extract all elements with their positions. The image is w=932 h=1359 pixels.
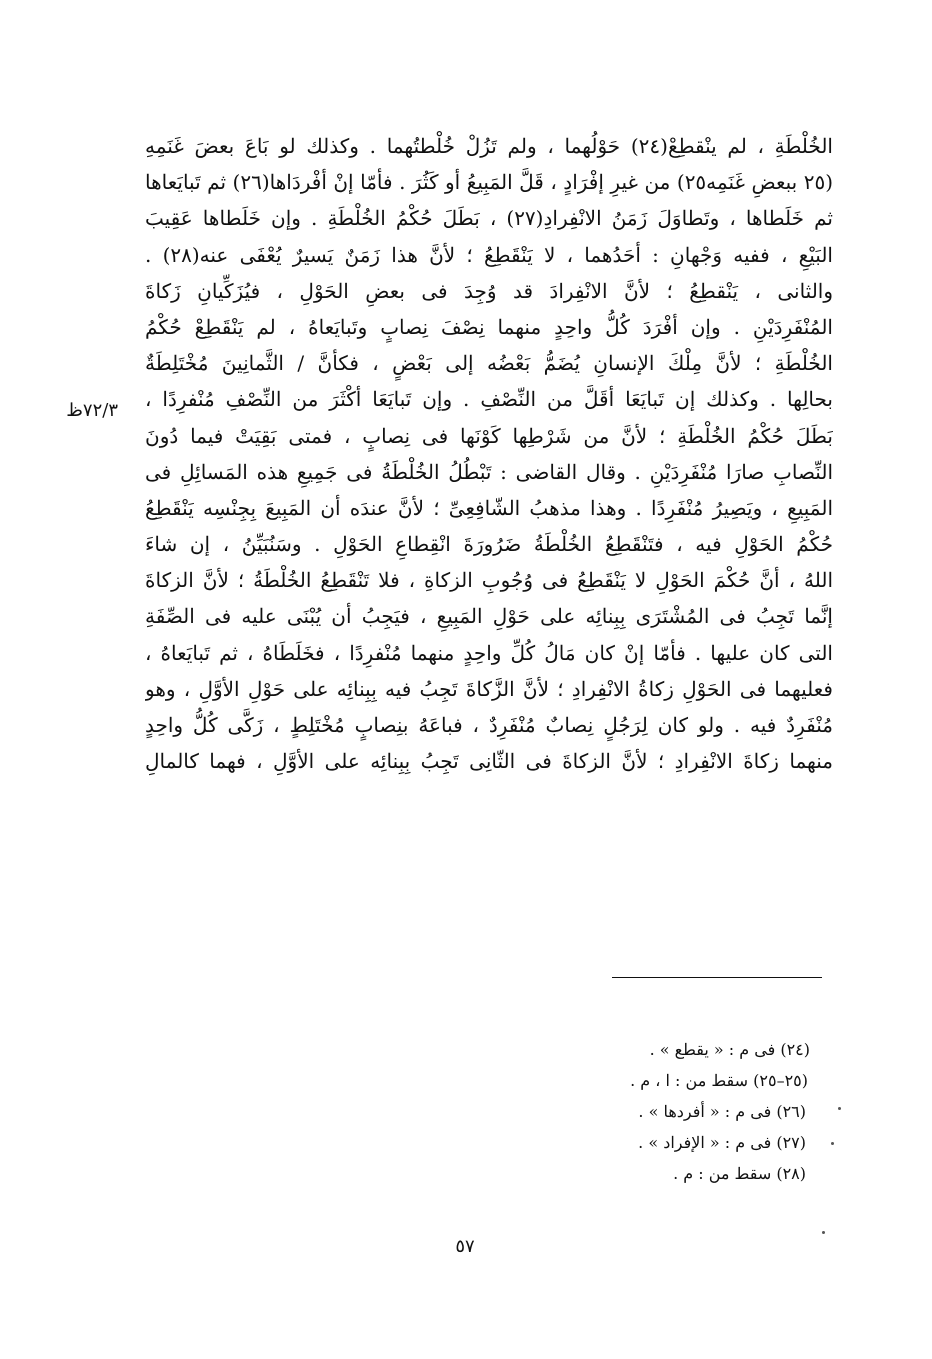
- text-line: البَيْعِ ، ففيه وَجْهانِ : أحَدُهما ، لا يَنْقَطِعُ ؛ لأنَّ هذا زَمَنٌ يَسيرٌ يُعْفَى عنه(٢٨) .: [145, 242, 833, 267]
- margin-folio-reference: ٧٢/٣ظ: [66, 400, 118, 421]
- scan-speck: [831, 1142, 834, 1145]
- text-line: حُكْمُ الحَوْلِ فيه ، فتَنْقَطِعُ الخُلْطَةُ ضَرُورَةَ انْقِطاعِ الحَوْلِ . وسَنُبَيِّنُ ، إن شاءَ: [145, 532, 833, 557]
- text-line: النِّصابِ صارَا مُنْفَرِدَيْنِ . وقال القاضى : تَبْطُلُ الخُلْطَةُ فى جَمِيعِ هذه المَسائِلِ فى: [145, 459, 833, 484]
- text-line: التى كان عليها . فأمّا إنْ كان مَالُ كُلِّ واحِدٍ منهما مُنْفرِدًا ، فخَلَطَاهُ ، ثم تَبايَعاهُ ،: [145, 640, 833, 665]
- footnote: (٢٥–٢٥) سقط من : ا ، م .: [630, 1071, 808, 1090]
- text-line: الخُلْطَةِ ، لم ينْقطِعْ(٢٤) حَوْلُهما ، ولم تَزُلْ خُلْطتُهما . وكذلك لو بَاعَ بعضَ غَنَمِهِ: [145, 134, 833, 158]
- scan-speck: [838, 1107, 841, 1110]
- footnotes: [380, 1034, 810, 1189]
- text-line: فعليهما فى الحَوْلِ زكاةُ الانْفِرادِ ؛ لأنَّ الزَّكاةَ تَجِبُ فيه بِبِنائِه على حَوْلِ الأوَّلِ ، وهو: [145, 676, 833, 701]
- text-line: اللهُ ، أنَّ حُكْمَ الحَوْلِ لا يَنْقَطِعُ فى وُجُوبِ الزكاةِ ، فلا تَنْقَطِعُ الخُلْطَةُ ؛ لأنَّ الزكاةَ: [145, 568, 833, 593]
- text-line: مُنْفَرِدٌ فيه . ولو كان لِرَجُلٍ نِصابٌ مُنْفَرِدٌ ، فباعَهُ بنِصابٍ مُخْتَلِطٍ ، زَكَّى كُلُّ واحِدٍ: [145, 713, 833, 737]
- footnote: (٢٨) سقط من : م .: [673, 1164, 806, 1183]
- text-line: ثم خَلَطاها ، وتَطاوَلَ زَمَنُ الانْفِرادِ(٢٧) ، بَطَلَ حُكْمُ الخُلْطَةِ . وإن خَلَطاها عَقِيبَ: [145, 206, 833, 231]
- text-line: المَبِيعِ ، ويَصِيرُ مُنْفَرِدًا . وهذا مذهبُ الشّافِعِىِّ ؛ لأنَّ عندَه أن المَبِيعَ بِجِنْسِه يَنْقَطِعُ: [145, 495, 833, 520]
- text-line: المُنْفَرِدَيْنِ . وإن أفْرَدَ كُلُّ واحِدٍ منهما نِصْفَ نِصابٍ وتَبايَعاهُ ، لم يَنْقَطِعْ حُكْمُ: [145, 314, 833, 339]
- text-line: والثانى ، يَنْقطِعُ ؛ لأنَّ الانْفِرادَ قد وُجِدَ فى بعضِ الحَوْلِ ، فيُزَكِّيانِ زَكاةَ: [145, 278, 833, 303]
- footnote: (٢٧) فى م : « الإفراد » .: [638, 1133, 806, 1152]
- footnote: (٢٤) فى م : « يقطع » .: [649, 1040, 810, 1059]
- text-line: الخُلْطَةِ ؛ لأنَّ مِلْكَ الإنسانِ يُضَمُّ بَعْضُه إلى بَعْضٍ ، فكأنَّ / الثَّمانِينَ مُخْتَلِطَةٌ: [145, 351, 833, 376]
- main-text: [145, 128, 833, 779]
- text-line: (٢٥ ببعضِ غَنَمِه٢٥) من غيرِ إفْرَادٍ ، قَلَّ المَبِيعُ أو كَثُرَ . فأمّا إنْ أفْردَاها(٢٦) ثم تَبايَعاها: [145, 170, 833, 195]
- page-number: ٥٧: [455, 1236, 475, 1257]
- text-line: إنَّما تَجِبُ فى المُشْتَرَى بِبِنائِه على حَوْلِ المَبِيعِ ، فيَجِبُ أن يُبْنَى عليه فى الصِّفَةِ: [145, 604, 833, 629]
- footnote: (٢٦) فى م : « أفردها » .: [638, 1102, 806, 1121]
- text-line: بحالِها . وكذلك إن تَبايَعَا أقَلَّ من النِّصْفِ . وإن تَبايَعَا أكْثَرَ من النِّصْفِ مُنْفرِدًا ،: [145, 387, 833, 412]
- text-line: منهما زكاةَ الانْفِرادِ ؛ لأنَّ الزكاةَ فى الثّانِى تَجِبُ بِبِنائِه على الأوَّلِ ، فهما كالمالِ: [145, 749, 833, 774]
- scan-speck: [822, 1231, 825, 1234]
- text-line: بَطَلَ حُكْمُ الخُلْطَةِ ؛ لأنَّ من شَرْطِها كَوْنَها فى نِصابٍ ، فمتى بَقِيَتْ فيما دُونَ: [145, 423, 833, 448]
- footnote-divider: [612, 977, 822, 978]
